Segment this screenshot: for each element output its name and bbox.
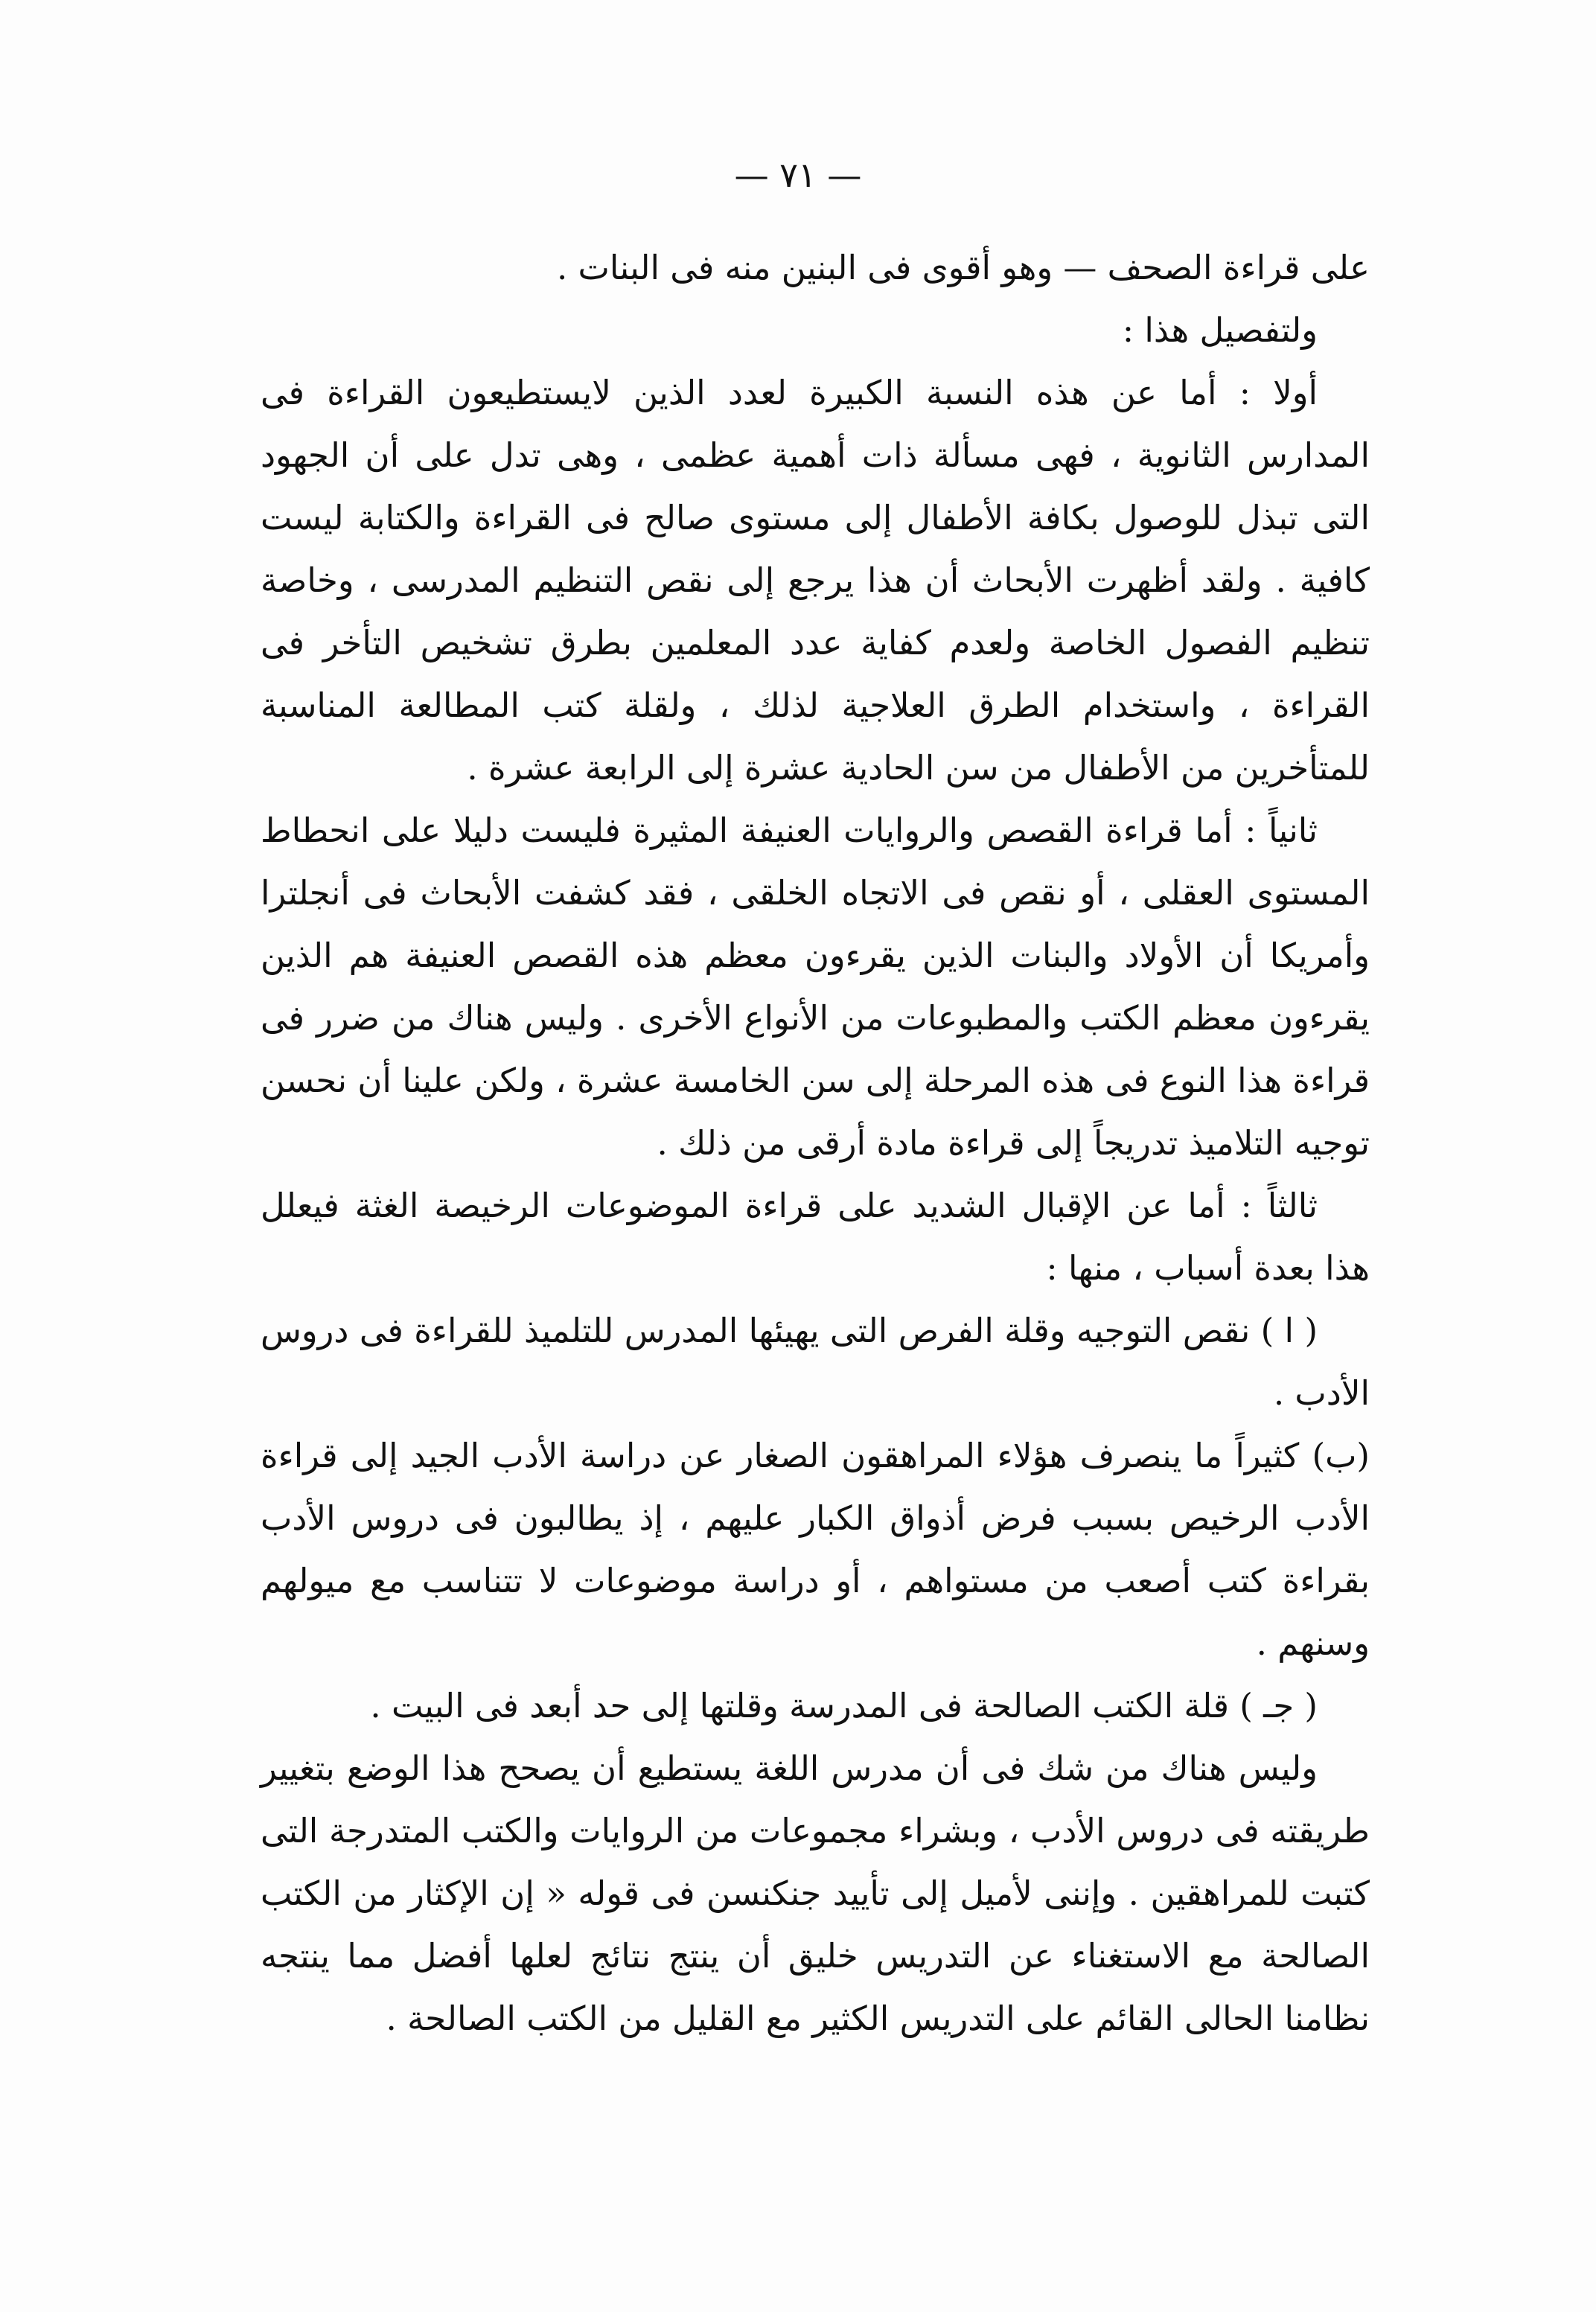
paragraph-intro: ولتفصيل هذا :: [1122, 310, 1318, 350]
list-item-c: ( جـ ) قلة الكتب الصالحة فى المدرسة وقلتها إلى حد أبعد فى البيت .: [370, 1686, 1318, 1725]
body-text: [261, 237, 1370, 2050]
paragraph-conclusion: وليس هناك من شك فى أن مدرس اللغة يستطيع أن يصحح هذا الوضع بتغيير طريقته فى دروس الأدب ، وبشراء مجموعات من الروايات والكتب المتدرجة التى كتبت للمراهقين . وإننى لأميل إلى تأييد جنكنسن فى قوله « إن الإكثار من الكتب الصالحة مع الاستغناء عن التدريس خليق أن ينتج نتائج لعلها أفضل مما ينتجه نظامنا الحالى القائم على التدريس الكثير مع القليل من الكتب الصالحة .: [261, 1749, 1370, 2038]
list-item-a: ( ا ) نقص التوجيه وقلة الفرص التى يهيئها المدرس للتلميذ للقراءة فى دروس الأدب .: [261, 1311, 1370, 1413]
paragraph-third: ثالثاً : أما عن الإقبال الشديد على قراءة الموضوعات الرخيصة الغثة فيعلل هذا بعدة أسباب ، منها :: [261, 1186, 1370, 1288]
paragraph-second: ثانياً : أما قراءة القصص والروايات العنيفة المثيرة فليست دليلا على انحطاط المستوى العقلى ، أو نقص فى الاتجاه الخلقى ، فقد كشفت الأبحاث فى أنجلترا وأمريكا أن الأولاد والبنات الذين يقرءون معظم هذه القصص العنيفة هم الذين يقرءون معظم الكتب والمطبوعات من الأنواع الأخرى . وليس هناك من ضرر فى قراءة هذا النوع فى هذه المرحلة إلى سن الخامسة عشرة ، ولكن علينا أن نحسن توجيه التلاميذ تدريجاً إلى قراءة مادة أرقى من ذلك .: [261, 811, 1370, 1163]
paragraph-continuation: على قراءة الصحف — وهو أقوى فى البنين منه فى البنات .: [556, 248, 1370, 287]
paragraph-first: أولا : أما عن هذه النسبة الكبيرة لعدد الذين لايستطيعون القراءة فى المدارس الثانوية ، فهى مسألة ذات أهمية عظمى ، وهى تدل على أن الجهود التى تبذل للوصول بكافة الأطفال إلى مستوى صالح فى القراءة والكتابة ليست كافية . ولقد أظهرت الأبحاث أن هذا يرجع إلى نقص التنظيم المدرسى ، وخاصة تنظيم الفصول الخاصة ولعدم كفاية عدد المعلمين بطرق تشخيص التأخر فى القراءة ، واستخدام الطرق العلاجية لذلك ، ولقلة كتب المطالعة المناسبة للمتأخرين من الأطفال من سن الحادية عشرة إلى الرابعة عشرة .: [261, 373, 1370, 788]
page-number: — ٧١ —: [734, 155, 862, 195]
list-item-b: (ب) كثيراً ما ينصرف هؤلاء المراهقون الصغار عن دراسة الأدب الجيد إلى قراءة الأدب الرخيص بسبب فرض أذواق الكبار عليهم ، إذ يطالبون فى دروس الأدب بقراءة كتب أصعب من مستواهم ، أو دراسة موضوعات لا تتناسب مع ميولهم وسنهم .: [261, 1436, 1370, 1663]
